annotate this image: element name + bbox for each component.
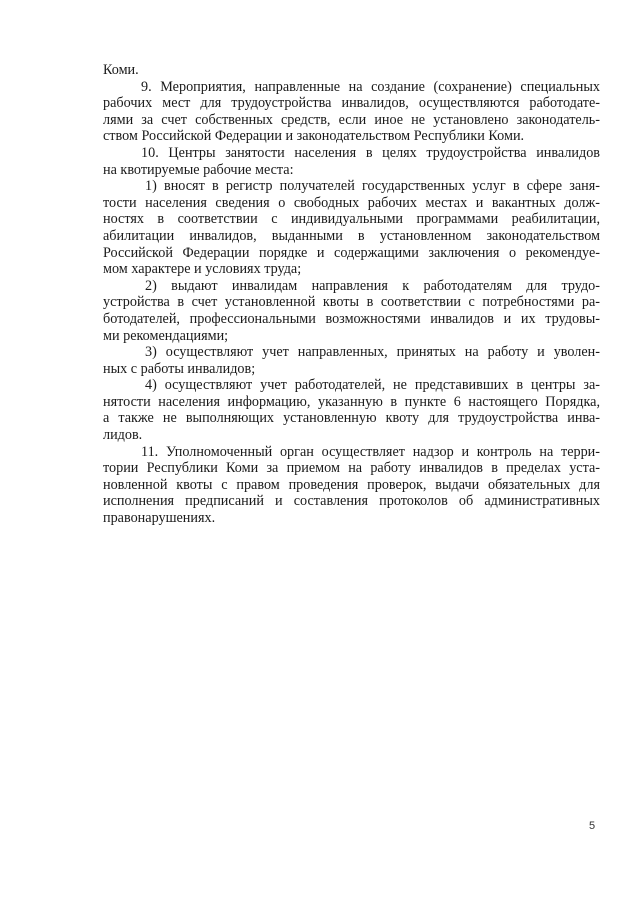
text-line: ми рекомендациями; (103, 327, 229, 344)
paragraph-p10-4 (103, 377, 600, 443)
text-line: лями за счет собственных средств, если иное не установлено законодатель- (103, 111, 600, 128)
paragraph-p0 (103, 62, 600, 79)
paragraph-p10-3 (103, 344, 600, 377)
text-line: ботодателей, профессиональными возможностями инвалидов и их трудовы- (103, 310, 600, 327)
text-line: Коми. (103, 62, 139, 78)
text-line: новленной квоты с правом проведения проверок, выдачи обязательных для (103, 476, 600, 493)
text-line: на квотируемые рабочие места: (103, 161, 294, 178)
text-line: 11. Уполномоченный орган осуществляет надзор и контроль на терри- (141, 443, 600, 460)
text-line: нятости населения информацию, указанную в пункте 6 настоящего Порядка, (103, 393, 600, 410)
text-line: ностях в соответствии с индивидуальными программами реабилитации, (103, 211, 600, 228)
text-line: правонарушениях. (103, 510, 216, 527)
text-line: абилитации инвалидов, выданными в установленном законодательством (103, 227, 600, 244)
document-body (103, 62, 600, 527)
paragraph-p9 (103, 79, 600, 145)
text-line: рабочих мест для трудоустройства инвалидов, осуществляются работодате- (103, 95, 600, 112)
text-line: ных с работы инвалидов; (103, 360, 256, 377)
text-line: 1) вносят в регистр получателей государственных услуг в сфере заня- (145, 178, 600, 195)
text-line: мом характере и условиях труда; (103, 261, 302, 278)
text-line: 3) осуществляют учет направленных, принятых на работу и уволен- (145, 344, 600, 361)
page-number: 5 (589, 820, 596, 832)
paragraph-p11 (103, 444, 600, 527)
paragraph-p10-2 (103, 278, 600, 344)
paragraph-p10 (103, 145, 600, 178)
text-line: лидов. (103, 427, 143, 444)
text-line: исполнения предписаний и составления протоколов об административных (103, 493, 600, 510)
text-line: тости населения сведения о свободных рабочих местах и вакантных долж- (103, 194, 600, 211)
paragraph-p10-1 (103, 178, 600, 278)
text-line: тории Республики Коми за приемом на работу инвалидов в пределах уста- (103, 460, 600, 477)
text-line: Российской Федерации порядке и содержащими заключения о рекомендуе- (103, 244, 600, 261)
text-line: 9. Мероприятия, направленные на создание (сохранение) специальных (141, 78, 600, 95)
text-line: а также не выполняющих установленную квоту для трудоустройства инва- (103, 410, 600, 427)
text-line: 4) осуществляют учет работодателей, не представивших в центры за- (145, 377, 600, 394)
text-line: 10. Центры занятости населения в целях трудоустройства инвалидов (141, 144, 600, 161)
text-line: ством Российской Федерации и законодательством Республики Коми. (103, 128, 525, 145)
text-line: 2) выдают инвалидам направления к работодателям для трудо- (145, 277, 600, 294)
text-line: устройства в счет установленной квоты в соответствии с потребностями ра- (103, 294, 600, 311)
